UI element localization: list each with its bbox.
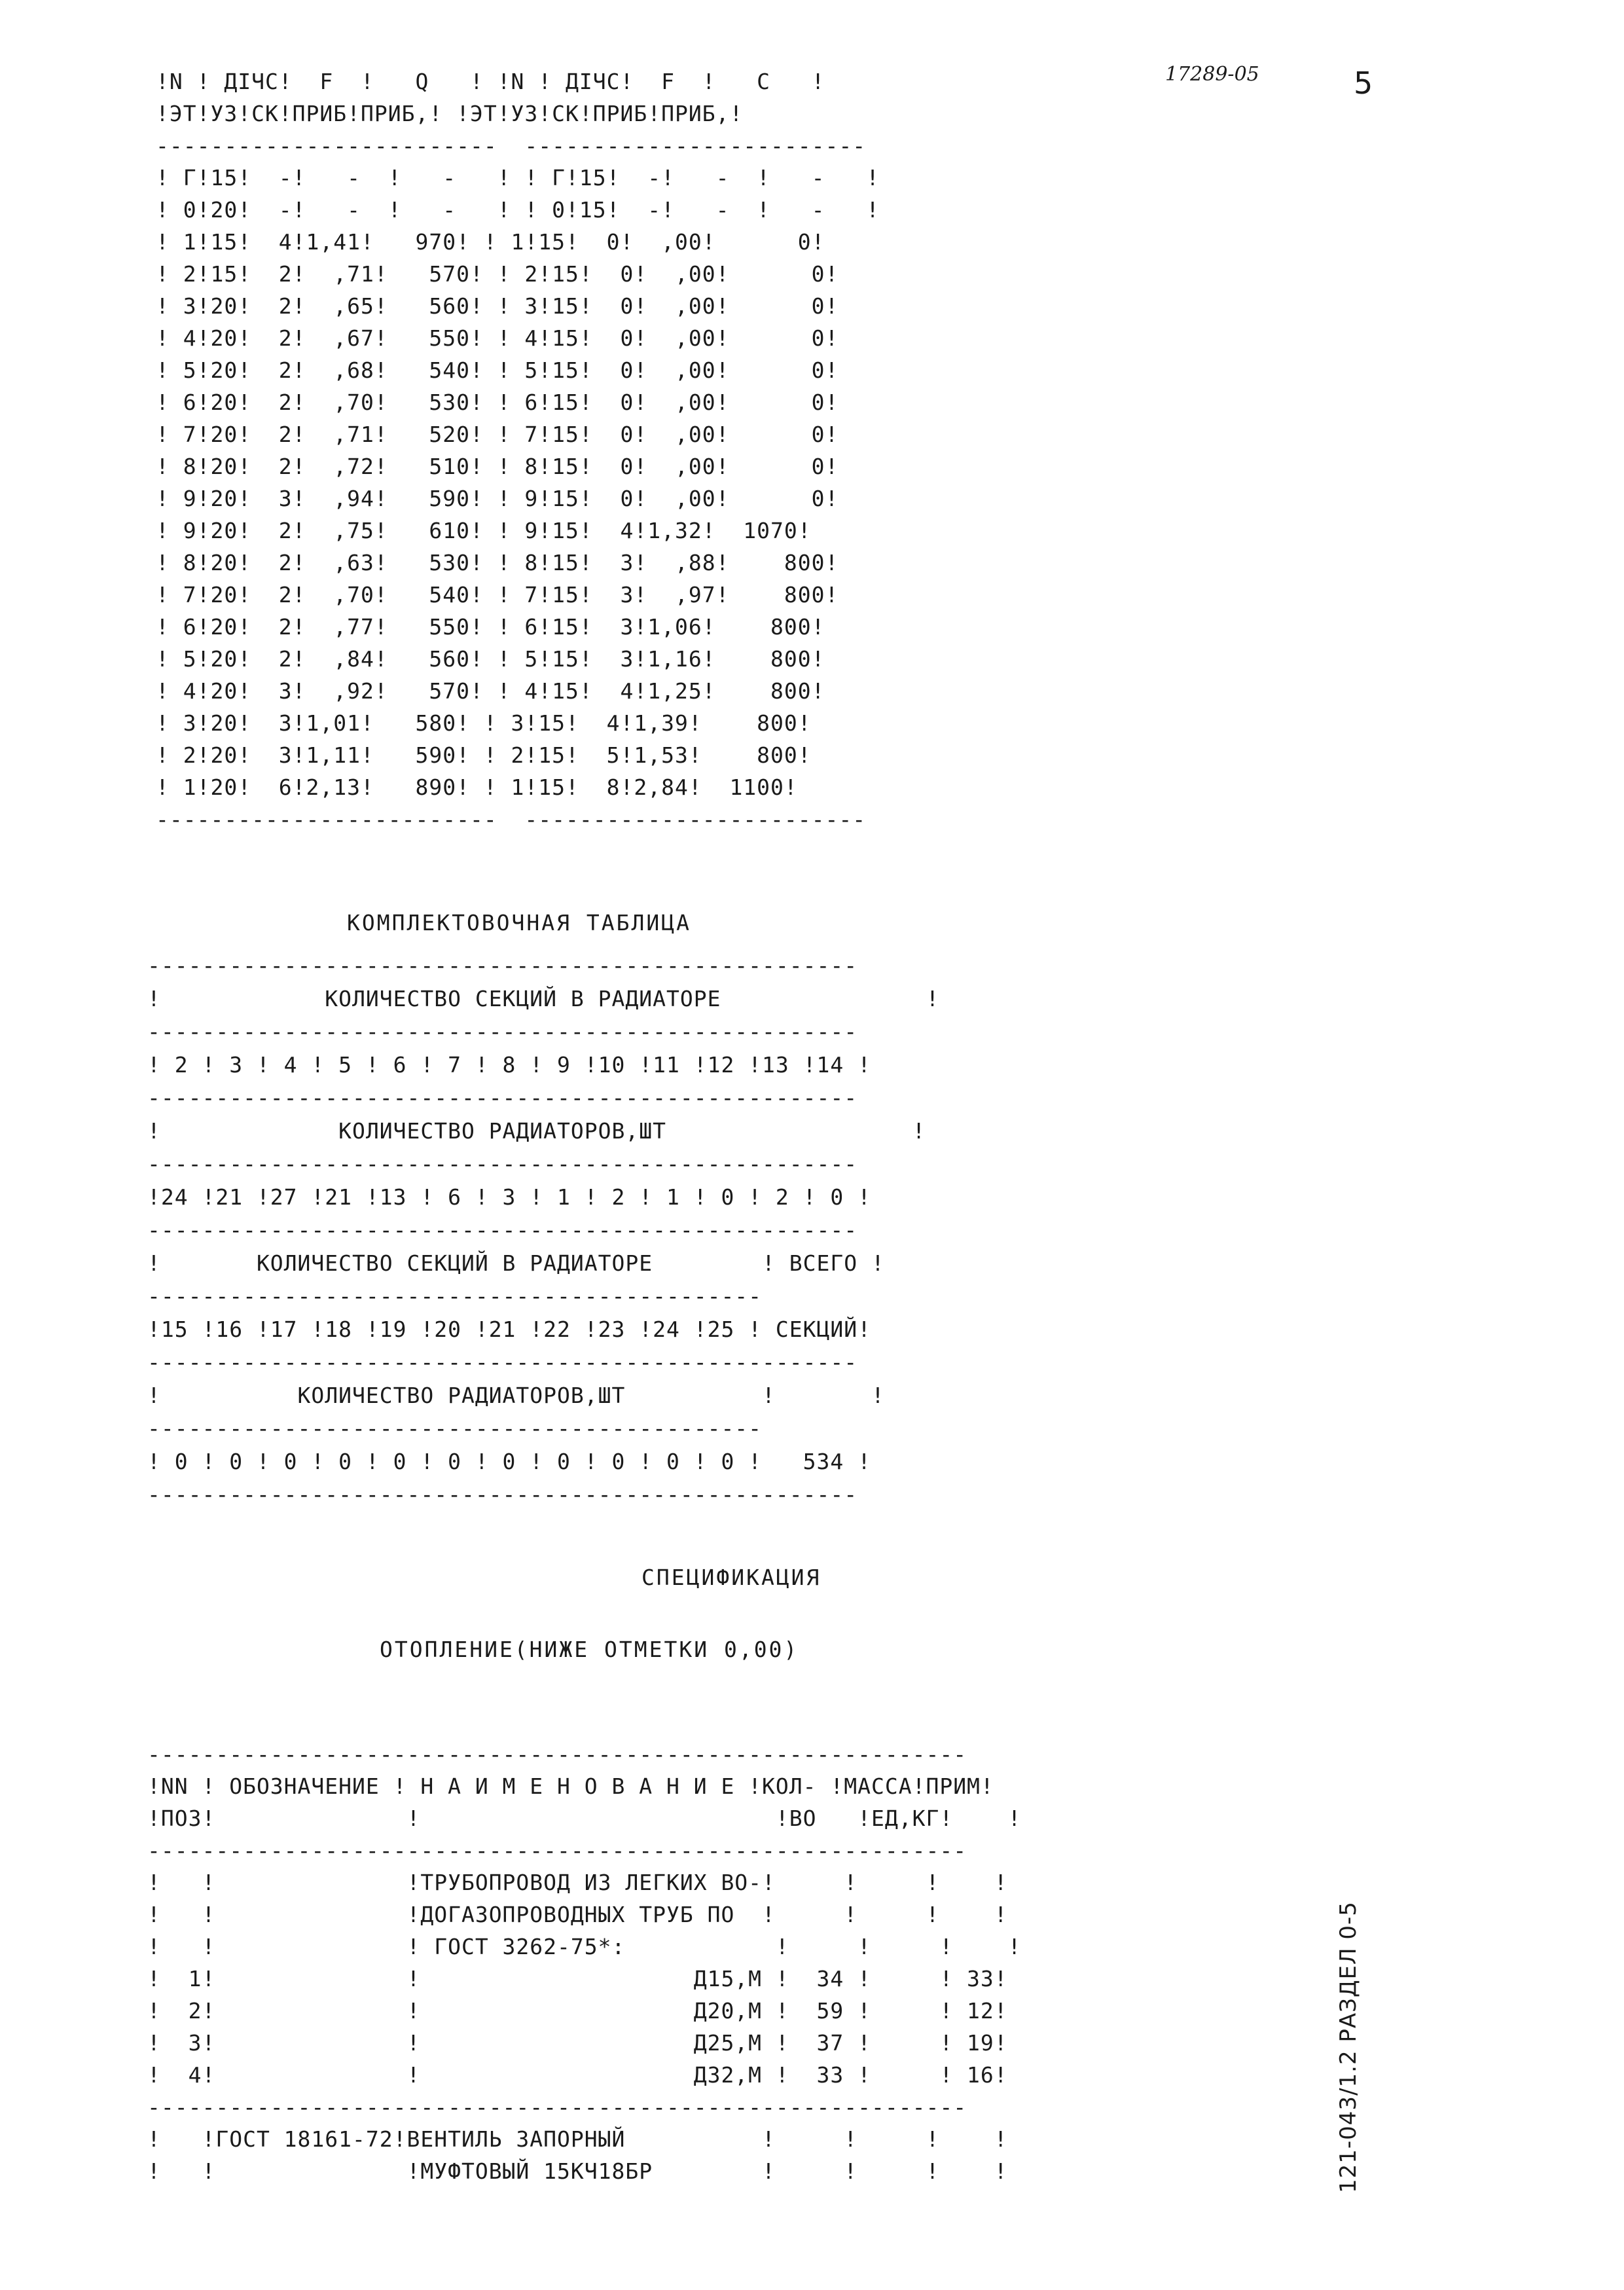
- table-row: ----------------------------------------------------: [147, 1019, 858, 1044]
- table-row: ! ! !ТРУБОПРОВОД ИЗ ЛЕГКИХ ВО-! ! ! !: [147, 1870, 1008, 1895]
- table-row: ----------------------------------------------------: [147, 1217, 858, 1243]
- table-row: ------------------------- -------------------------: [156, 807, 867, 832]
- table-row: ! 5!20! 2! ,68! 540! ! 5!15! 0! ,00! 0!: [156, 357, 839, 383]
- table-row: ! 4!20! 2! ,67! 550! ! 4!15! 0! ,00! 0!: [156, 325, 839, 351]
- table-row: ! 2! ! Д20,М ! 59 ! ! 12!: [147, 1998, 1008, 2024]
- table-row: ! 2 ! 3 ! 4 ! 5 ! 6 ! 7 ! 8 ! 9 !10 !11 !12 !13 !14 !: [147, 1051, 871, 1078]
- spec-subtitle: ОТОПЛЕНИЕ(НИЖЕ ОТМЕТКИ 0,00): [380, 1637, 799, 1662]
- top-table: [156, 65, 880, 835]
- table-row: ----------------------------------------------------: [147, 1349, 858, 1375]
- table-row: ! 4! ! Д32,М ! 33 ! ! 16!: [147, 2062, 1008, 2088]
- table-row: ! 2!15! 2! ,71! 570! ! 2!15! 0! ,00! 0!: [156, 261, 839, 287]
- table-row: ! 3! ! Д25,М ! 37 ! ! 19!: [147, 2030, 1008, 2056]
- table-row: ------------------------- -------------------------: [156, 133, 867, 158]
- table-row: ! 7!20! 2! ,70! 540! ! 7!15! 3! ,97! 800!: [156, 582, 839, 608]
- table-row: ----------------------------------------------------: [147, 1151, 858, 1176]
- table-row: ! 8!20! 2! ,72! 510! ! 8!15! 0! ,00! 0!: [156, 454, 839, 479]
- table-row: ! КОЛИЧЕСТВО РАДИАТОРОВ,ШТ ! !: [147, 1382, 885, 1408]
- document-number: 17289-05: [1165, 63, 1259, 86]
- table-row: !15 !16 !17 !18 !19 !20 !21 !22 !23 !24 !25 ! СЕКЦИЙ!: [147, 1316, 871, 1342]
- komplekt-table: [147, 949, 939, 1512]
- table-row: !24 !21 !27 !21 !13 ! 6 ! 3 ! 1 ! 2 ! 1 ! 0 ! 2 ! 0 !: [147, 1184, 871, 1210]
- table-row: ! 2!20! 3!1,11! 590! ! 2!15! 5!1,53! 800!: [156, 742, 812, 768]
- table-row: ------------------------------------------------------------: [147, 2094, 967, 2120]
- table-row: ! КОЛИЧЕСТВО РАДИАТОРОВ,ШТ !: [147, 1118, 926, 1144]
- table-row: ---------------------------------------------: [147, 1415, 763, 1441]
- table-row: ! 1!15! 4!1,41! 970! ! 1!15! 0! ,00! 0!: [156, 229, 825, 255]
- table-row: ! КОЛИЧЕСТВО СЕКЦИЙ В РАДИАТОРЕ !: [147, 985, 940, 1011]
- table-row: ! 9!20! 3! ,94! 590! ! 9!15! 0! ,00! 0!: [156, 486, 839, 511]
- table-row: ----------------------------------------------------: [147, 953, 858, 978]
- table-row: ! 1! ! Д15,М ! 34 ! ! 33!: [147, 1966, 1008, 1991]
- table-row: ! 9!20! 2! ,75! 610! ! 9!15! 4!1,32! 1070!: [156, 518, 812, 543]
- spec-table: [147, 1738, 1022, 2187]
- table-row: ------------------------------------------------------------: [147, 1741, 967, 1767]
- table-row: !ЭТ!УЗ!СК!ПРИБ!ПРИБ,! !ЭТ!УЗ!СК!ПРИБ!ПРИБ,!: [156, 101, 744, 126]
- table-row: ! 6!20! 2! ,77! 550! ! 6!15! 3!1,06! 800!: [156, 614, 825, 640]
- table-row: ----------------------------------------------------: [147, 1085, 858, 1110]
- table-row: ! 6!20! 2! ,70! 530! ! 6!15! 0! ,00! 0!: [156, 390, 839, 415]
- table-row: !N ! ДIЧС! F ! Q ! !N ! ДIЧС! F ! C !: [156, 69, 825, 94]
- table-row: ------------------------------------------------------------: [147, 1838, 967, 1863]
- table-row: !NN ! ОБОЗНАЧЕНИЕ ! Н А И М Е Н О В А Н И Е !КОЛ- !МАССА!ПРИМ!: [147, 1773, 994, 1799]
- table-row: ! 3!20! 2! ,65! 560! ! 3!15! 0! ,00! 0!: [156, 293, 839, 319]
- table-row: ! ! !МУФТОВЫЙ 15КЧ18БР ! ! ! !: [147, 2158, 1008, 2184]
- table-row: ! ! !ДОГАЗОПРОВОДНЫХ ТРУБ ПО ! ! ! !: [147, 1902, 1008, 1927]
- spec-title: СПЕЦИФИКАЦИЯ: [641, 1565, 821, 1590]
- table-row: ----------------------------------------------------: [147, 1481, 858, 1507]
- table-row: ! 1!20! 6!2,13! 890! ! 1!15! 8!2,84! 1100!: [156, 774, 798, 800]
- komplekt-title: КОМПЛЕКТОВОЧНАЯ ТАБЛИЦА: [347, 910, 691, 936]
- table-row: ! ! ! ГОСТ 3262-75*: ! ! ! !: [147, 1934, 1022, 1959]
- table-row: ! КОЛИЧЕСТВО СЕКЦИЙ В РАДИАТОРЕ ! ВСЕГО !: [147, 1250, 885, 1276]
- table-row: ! 3!20! 3!1,01! 580! ! 3!15! 4!1,39! 800!: [156, 710, 812, 736]
- table-row: ! !ГОСТ 18161-72!ВЕНТИЛЬ ЗАПОРНЫЙ ! ! ! !: [147, 2126, 1008, 2152]
- table-row: ! 5!20! 2! ,84! 560! ! 5!15! 3!1,16! 800!: [156, 646, 825, 672]
- table-row: ! 0 ! 0 ! 0 ! 0 ! 0 ! 0 ! 0 ! 0 ! 0 ! 0 ! 0 ! 534 !: [147, 1448, 871, 1474]
- table-row: ! 0!20! -! - ! - ! ! 0!15! -! - ! - !: [156, 197, 880, 223]
- page-number: 5: [1354, 65, 1373, 101]
- table-row: ! 8!20! 2! ,63! 530! ! 8!15! 3! ,88! 800!: [156, 550, 839, 575]
- table-row: ! 4!20! 3! ,92! 570! ! 4!15! 4!1,25! 800!: [156, 678, 825, 704]
- table-row: ---------------------------------------------: [147, 1283, 763, 1309]
- table-row: ! Г!15! -! - ! - ! ! Г!15! -! - ! - !: [156, 165, 880, 191]
- table-row: !ПОЗ! ! !ВО !ЕД,КГ! !: [147, 1806, 1022, 1831]
- side-stamp: 121-043/1.2 РАЗДЕЛ 0-5: [1335, 1901, 1362, 2193]
- table-row: ! 7!20! 2! ,71! 520! ! 7!15! 0! ,00! 0!: [156, 422, 839, 447]
